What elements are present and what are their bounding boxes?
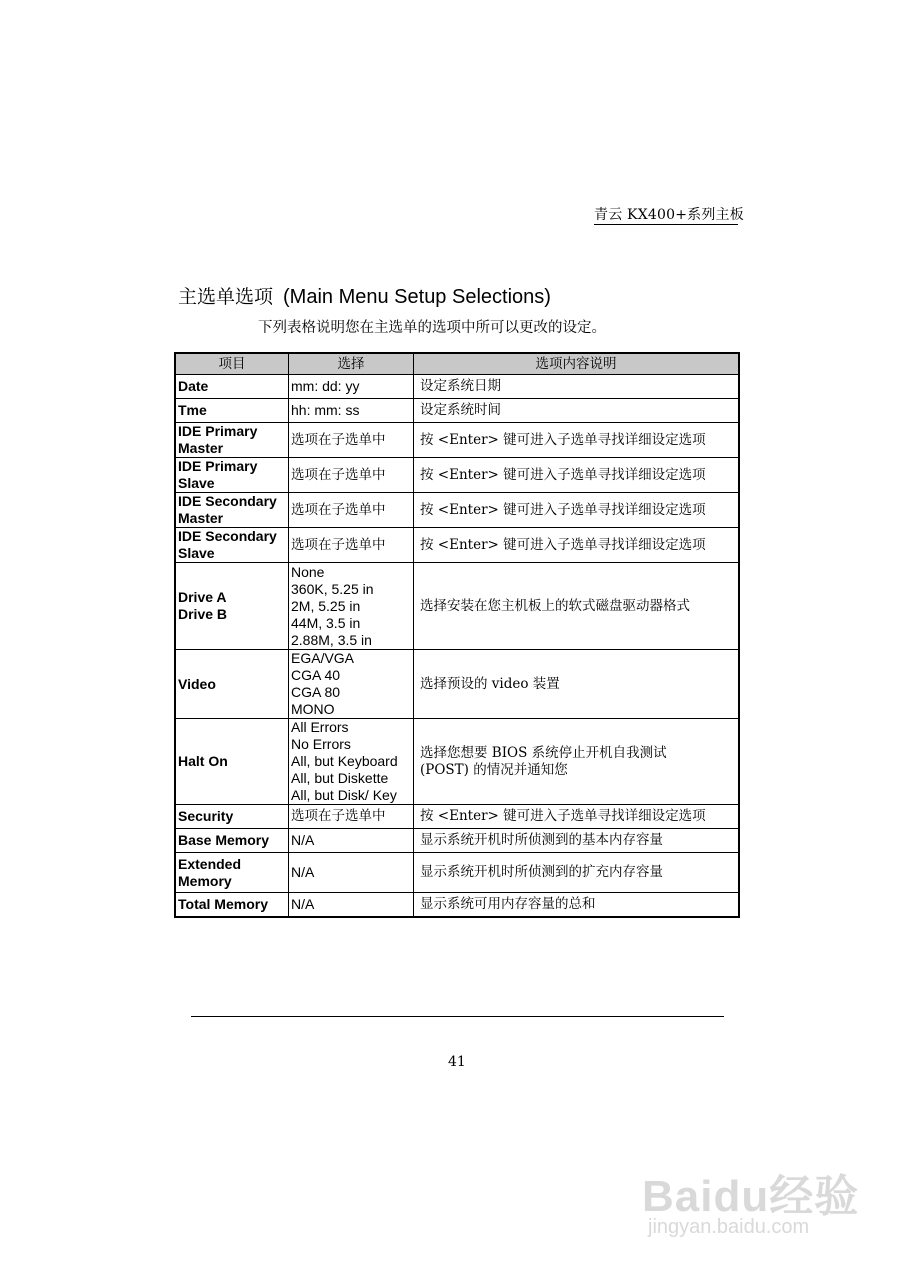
section-subtitle: 下列表格说明您在主选单的选项中所可以更改的设定。 [258,320,606,336]
cell-description [414,528,740,563]
cell-line: IDE Primary [178,458,258,474]
cell-line: EGA/VGA [291,650,355,666]
cell-options [289,493,414,528]
cell-line: 选项在子选单中 [291,501,386,518]
cell-line: IDE Secondary [178,493,277,509]
cell-options [289,458,414,493]
table-row [175,719,739,805]
cell-item [175,563,289,650]
cell-item [175,458,289,493]
cell-item [175,893,289,917]
cell-item [175,650,289,719]
cell-description [414,563,740,650]
cell-item [175,423,289,458]
table-row [175,853,739,893]
cell-line: Extended [178,855,242,872]
cell-line: mm: dd: yy [291,378,360,394]
cell-description [414,893,740,917]
cell-line: 设定系统日期 [420,378,501,394]
cell-line: 360K, 5.25 in [291,580,374,597]
cell-line: 按 <Enter> 键可进入子选单寻找详细设定选项 [420,501,706,518]
table-row [175,893,739,917]
cell-line: No Errors [291,736,351,752]
table-row [175,829,739,853]
cell-line: 选项在子选单中 [291,536,386,553]
cell-options [289,375,414,399]
cell-item [175,829,289,853]
footer-rule [191,1016,724,1017]
table-row [175,528,739,563]
cell-description [414,423,740,458]
cell-item [175,493,289,528]
table-row [175,375,739,399]
cell-line: 选择安装在您主机板上的软式磁盘驱动器格式 [420,597,690,614]
cell-line: Master [178,440,224,456]
section-title [178,282,551,309]
cell-line: 选项在子选单中 [291,431,386,448]
cell-description [414,493,740,528]
watermark-main-text: Baidu经验 [642,1172,860,1221]
cell-options [289,719,414,805]
cell-line: 44M, 3.5 in [291,614,361,631]
cell-description [414,829,740,853]
table-row [175,423,739,458]
table-header-row [175,353,739,375]
cell-line: 选择预设的 video 装置 [420,675,560,692]
cell-line: 设定系统时间 [420,402,501,418]
cell-options [289,893,414,917]
table-row [175,805,739,829]
table-body [175,375,739,917]
cell-options [289,805,414,829]
column-header-option: 选择 [289,353,414,375]
cell-options [289,563,414,650]
cell-description [414,375,740,399]
cell-line: 选项在子选单中 [291,466,386,483]
cell-line: All, but Disk/ Key [291,787,397,803]
cell-description [414,719,740,805]
cell-line: Memory [178,872,232,889]
cell-item [175,399,289,423]
main-menu-table [174,352,740,918]
cell-options [289,528,414,563]
cell-options [289,853,414,893]
watermark-url: jingyan.baidu.com [648,1216,810,1238]
cell-item [175,805,289,829]
cell-line: Drive A [178,589,227,605]
cell-options [289,829,414,853]
table-row [175,493,739,528]
section-title-cn: 主选单选项 [178,286,274,308]
column-header-item: 项目 [175,353,289,375]
table-row [175,458,739,493]
column-header-description: 选项内容说明 [414,353,740,375]
cell-line: IDE Primary [178,423,258,439]
cell-line: Tme [178,402,207,418]
section-title-en: (Main Menu Setup Selections) [283,286,551,308]
cell-line: Halt On [178,753,228,769]
cell-line: 按 <Enter> 键可进入子选单寻找详细设定选项 [420,536,706,553]
cell-line: Total Memory [178,895,268,912]
cell-line: None [291,563,325,580]
cell-line: (POST) 的情况并通知您 [420,761,568,778]
cell-description [414,805,740,829]
cell-line: 显示系统开机时所侦测到的基本内存容量 [420,832,663,848]
cell-line: hh: mm: ss [291,402,360,418]
cell-line: Drive B [178,606,228,622]
cell-line: Slave [178,545,215,561]
header-underline [594,224,738,225]
cell-line: 选择您想要 BIOS 系统停止开机自我测试 [420,744,667,761]
cell-description [414,399,740,423]
cell-line: Date [178,378,209,394]
cell-item [175,528,289,563]
cell-description [414,458,740,493]
cell-description [414,853,740,893]
table-row [175,563,739,650]
cell-line: All, but Diskette [291,770,389,786]
page-number: 41 [448,1054,466,1070]
cell-options [289,423,414,458]
cell-line: 2M, 5.25 in [291,597,361,614]
cell-item [175,375,289,399]
watermark-logo [642,1150,872,1260]
cell-options [289,399,414,423]
table-row [175,650,739,719]
cell-line: IDE Secondary [178,528,277,544]
cell-line: Security [178,808,234,824]
cell-line: Slave [178,475,215,491]
cell-item [175,719,289,805]
cell-line: 显示系统开机时所侦测到的扩充内存容量 [420,864,663,880]
cell-item [175,853,289,893]
cell-line: N/A [291,832,315,848]
cell-line: 选项在子选单中 [291,808,386,824]
cell-line: N/A [291,895,315,912]
cell-line: Video [178,675,216,692]
cell-line: 2.88M, 3.5 in [291,631,372,648]
cell-line: 显示系统可用内存容量的总和 [420,895,596,912]
cell-line: CGA 80 [291,684,341,700]
cell-line: Base Memory [178,832,270,848]
cell-line: Master [178,510,224,526]
cell-line: All Errors [291,719,349,735]
cell-line: N/A [291,864,315,880]
table-row [175,399,739,423]
cell-line: 按 <Enter> 键可进入子选单寻找详细设定选项 [420,466,706,483]
cell-line: 按 <Enter> 键可进入子选单寻找详细设定选项 [420,431,706,448]
cell-line: MONO [291,701,335,717]
cell-description [414,650,740,719]
cell-line: 按 <Enter> 键可进入子选单寻找详细设定选项 [420,808,706,824]
cell-options [289,650,414,719]
running-header: 青云 KX400+系列主板 [594,207,744,223]
cell-line: CGA 40 [291,667,341,683]
cell-line: All, but Keyboard [291,753,398,769]
